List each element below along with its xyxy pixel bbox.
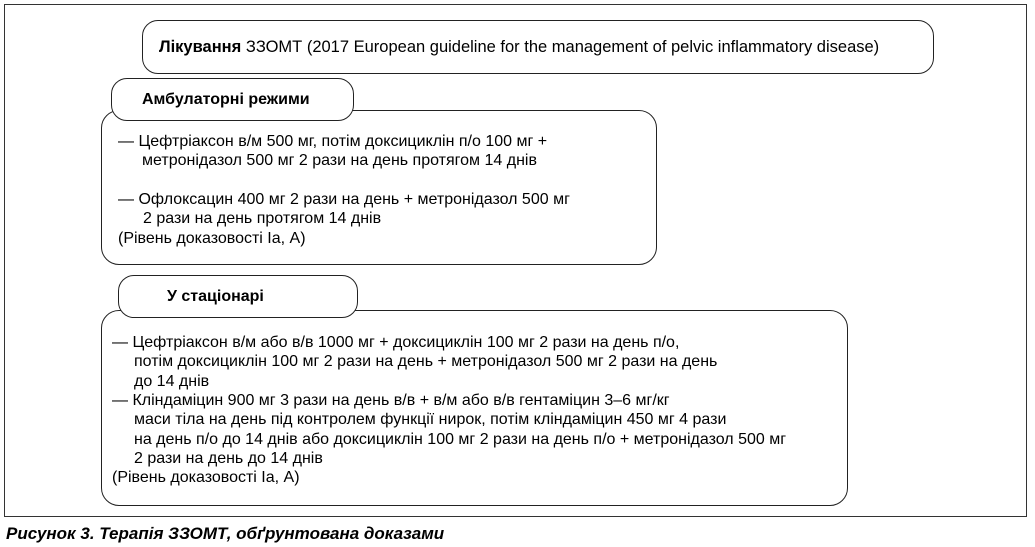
inpatient-line-7: 2 рази на день до 14 днів xyxy=(134,450,323,467)
ambulatory-line-2: метронідазол 500 мг 2 рази на день протягом 14 днів xyxy=(142,152,537,169)
figure-caption: Рисунок 3. Терапія ЗЗОМТ, обґрунтована доказами xyxy=(6,524,445,543)
title-bold: Лікування xyxy=(159,37,242,56)
inpatient-line-2: потім доксициклін 100 мг 2 рази на день + метронідазол 500 мг 2 рази на день xyxy=(134,353,718,370)
diagram-title xyxy=(142,20,934,74)
ambulatory-line-1: — Цефтріаксон в/м 500 мг, потім доксициклін п/о 100 мг + xyxy=(118,133,548,150)
ambulatory-evidence: (Рівень доказовості Іа, А) xyxy=(118,230,306,247)
inpatient-line-3: до 14 днів xyxy=(134,373,210,390)
title-rest: ЗЗОМТ (2017 European guideline for the management of pelvic inflammatory disease) xyxy=(241,37,880,56)
inpatient-line-5: маси тіла на день під контролем функції нирок, потім кліндаміцин 450 мг 4 рази xyxy=(134,411,727,428)
inpatient-evidence: (Рівень доказовості Іа, А) xyxy=(112,469,300,486)
inpatient-line-6: на день п/о до 14 днів або доксициклін 100 мг 2 рази на день п/о + метронідазол 500 мг xyxy=(134,431,787,448)
inpatient-line-4: — Кліндаміцин 900 мг 3 рази на день в/в + в/м або в/в гентаміцин 3–6 мг/кг xyxy=(112,392,670,409)
ambulatory-line-3: — Офлоксацин 400 мг 2 рази на день + метронідазол 500 мг xyxy=(118,191,570,208)
inpatient-line-1: — Цефтріаксон в/м або в/в 1000 мг + доксициклін 100 мг 2 рази на день п/о, xyxy=(112,334,680,351)
ambulatory-heading: Амбулаторні режими xyxy=(111,78,354,121)
ambulatory-line-4: 2 рази на день протягом 14 днів xyxy=(143,210,382,227)
inpatient-heading: У стаціонарі xyxy=(118,275,358,318)
